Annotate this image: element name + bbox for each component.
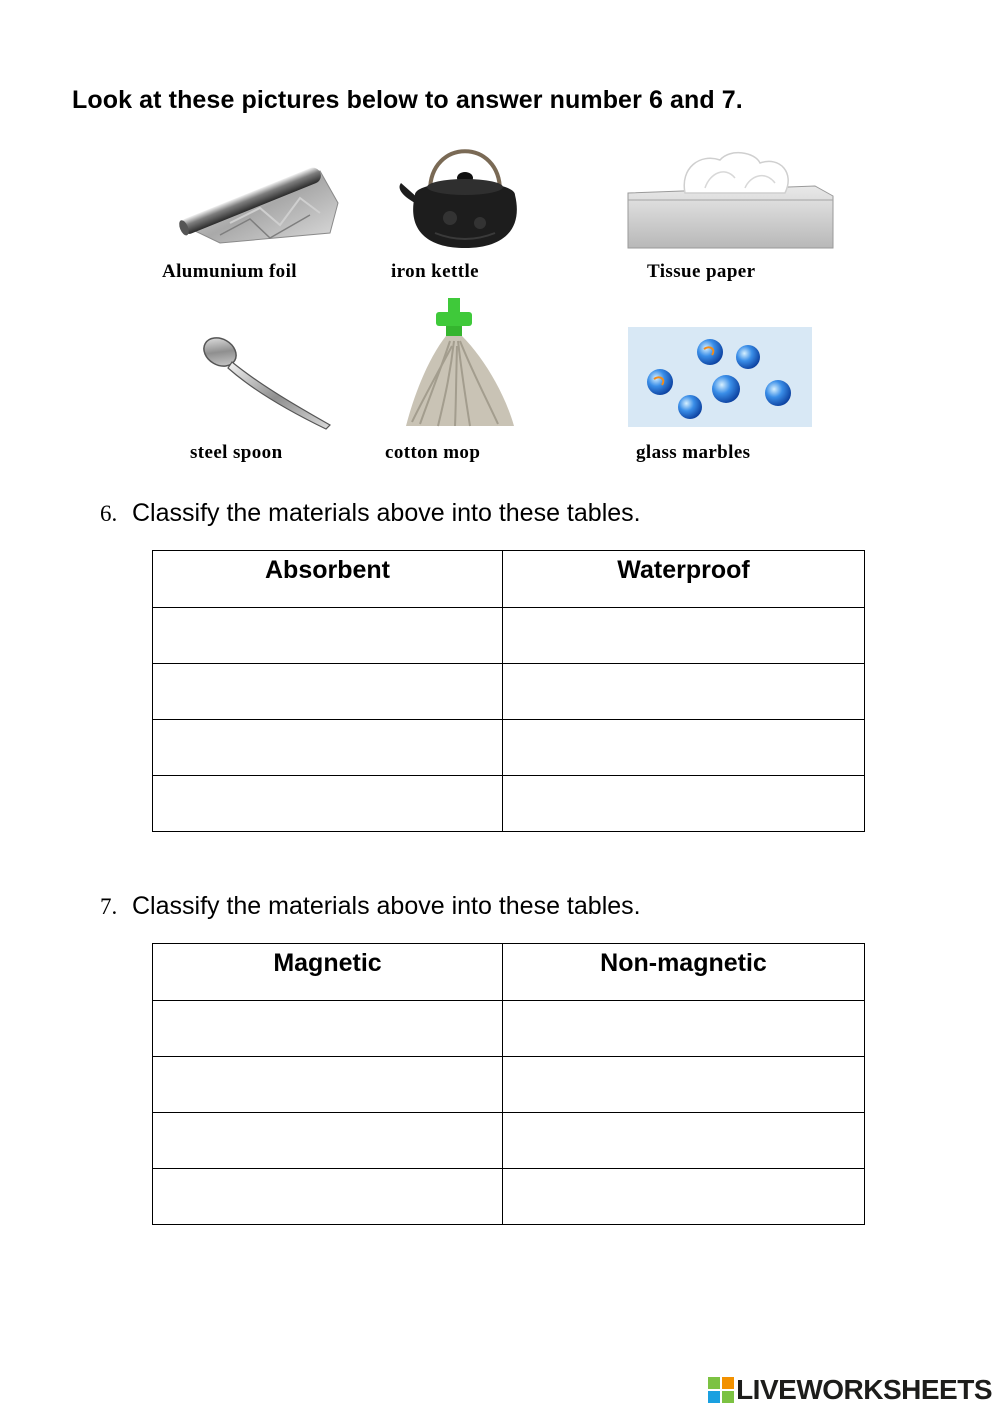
answer-cell[interactable] xyxy=(503,1001,865,1057)
liveworksheets-brand[interactable] xyxy=(708,1373,992,1407)
question-6 xyxy=(100,499,641,528)
question-text: Classify the materials above into these tables. xyxy=(132,499,641,527)
column-header: Non-magnetic xyxy=(503,944,865,1001)
answer-cell[interactable] xyxy=(503,1057,865,1113)
cotton-mop-image xyxy=(400,296,520,436)
question-7 xyxy=(100,892,641,921)
item-label: cotton mop xyxy=(385,442,481,463)
table-row xyxy=(153,776,865,832)
instruction-heading: Look at these pictures below to answer number 6 and 7. xyxy=(72,86,743,114)
table-row xyxy=(153,1169,865,1225)
table-header-row xyxy=(153,944,865,1001)
answer-cell[interactable] xyxy=(503,608,865,664)
answer-cell[interactable] xyxy=(153,1113,503,1169)
answer-cell[interactable] xyxy=(503,1169,865,1225)
answer-cell[interactable] xyxy=(153,664,503,720)
glass-marbles-image xyxy=(628,327,812,427)
answer-cell[interactable] xyxy=(503,720,865,776)
table-row xyxy=(153,1001,865,1057)
iron-kettle-item xyxy=(385,133,545,288)
tissue-paper-item xyxy=(625,148,845,288)
item-label: steel spoon xyxy=(190,442,283,463)
absorbent-waterproof-table xyxy=(152,550,865,832)
answer-cell[interactable] xyxy=(153,720,503,776)
item-label: Alumunium foil xyxy=(162,261,297,282)
column-header: Waterproof xyxy=(503,551,865,608)
answer-cell[interactable] xyxy=(153,1001,503,1057)
table-row xyxy=(153,664,865,720)
magnetic-nonmagnetic-table xyxy=(152,943,865,1225)
steel-spoon-item xyxy=(185,330,345,470)
table-row xyxy=(153,608,865,664)
liveworksheets-logo-icon xyxy=(708,1377,734,1403)
table-row xyxy=(153,1057,865,1113)
iron-kettle-image xyxy=(395,133,535,253)
question-text: Classify the materials above into these tables. xyxy=(132,892,641,920)
tissue-box-image xyxy=(625,148,835,258)
item-label: glass marbles xyxy=(636,442,751,463)
aluminium-foil-image xyxy=(170,153,340,253)
glass-marbles-item xyxy=(628,327,828,470)
column-header: Magnetic xyxy=(153,944,503,1001)
column-header: Absorbent xyxy=(153,551,503,608)
answer-cell[interactable] xyxy=(503,776,865,832)
answer-cell[interactable] xyxy=(503,1113,865,1169)
table-row xyxy=(153,1113,865,1169)
answer-cell[interactable] xyxy=(503,664,865,720)
aluminium-foil-item xyxy=(160,148,350,288)
answer-cell[interactable] xyxy=(153,1057,503,1113)
answer-cell[interactable] xyxy=(153,776,503,832)
question-number: 7. xyxy=(100,894,118,919)
table-row xyxy=(153,720,865,776)
item-label: iron kettle xyxy=(391,261,479,282)
answer-cell[interactable] xyxy=(153,1169,503,1225)
answer-cell[interactable] xyxy=(153,608,503,664)
cotton-mop-item xyxy=(385,296,545,470)
question-number: 6. xyxy=(100,501,118,526)
item-label: Tissue paper xyxy=(647,261,756,282)
brand-name: LIVEWORKSHEETS xyxy=(736,1374,992,1405)
table-header-row xyxy=(153,551,865,608)
steel-spoon-image xyxy=(190,330,340,430)
